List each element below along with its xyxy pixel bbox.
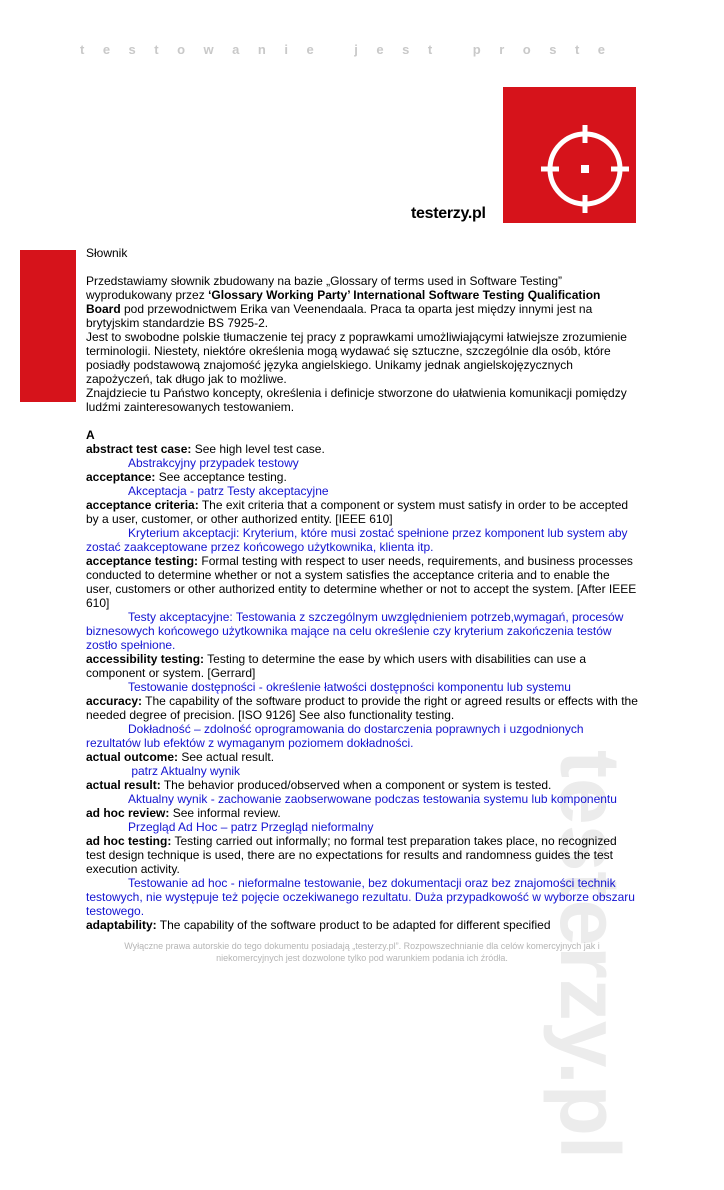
document-title: Słownik — [86, 246, 128, 260]
footer-copyright: Wyłączne prawa autorskie do tego dokumentu posiadają „testerzy.pl”. Rozpowszechnianie dla celów komercyjnych jak i niekomercyjnych jest dozwolone tylko pod warunkiem podania ich źródła. — [124, 941, 600, 963]
translation: Dokładność – zdolność oprogramowania do dostarczenia poprawnych i uzgodnionych rezultatów lub efektów z wymaganym poziomem dokładności. — [86, 722, 584, 750]
translation: Przegląd Ad Hoc – patrz Przegląd nieformalny — [128, 820, 374, 834]
glossary-entry: abstract test case: See high level test case. — [86, 442, 325, 456]
glossary-entry: actual outcome: See actual result. — [86, 750, 275, 764]
glossary-entry: acceptance testing: Formal testing with respect to user needs, requirements, and business processes conducted to determine whether or not a system satisfies the acceptance criteria and to enable the user, customers or other authorized entity to determine whether or not to accept the system. [After IEEE 610] — [86, 554, 637, 610]
glossary-entry: actual result: The behavior produced/observed when a component or system is tested. — [86, 778, 552, 792]
intro-paragraph-2: Jest to swobodne polskie tłumaczenie tej pracy z poprawkami umożliwiającymi łatwiejsze zrozumienie terminologii. Niestety, niektóre określenia mogą wydawać się sztuczne, szczególnie dla osób, które posiadły podstawową znajomość języka angielskiego. Unikamy jednak angielskojęzycznych zapożyczeń, tak długo jak to możliwe. — [86, 330, 627, 386]
glossary-entry: ad hoc testing: Testing carried out informally; no formal test preparation takes place, no recognized test design technique is used, there are no expectations for results and randomness guides the test execution activity. — [86, 834, 617, 876]
intro-paragraph-1: Przedstawiamy słownik zbudowany na bazie „Glossary of terms used in Software Testing” wyprodukowany przez ‘Glossary Working Party’ International Software Testing Qualification Board pod przewodnictwem Erika van Veenendaala. Praca ta oparta jest między innymi jest na brytyjskim standardzie BS 7925-2. — [86, 274, 601, 330]
intro-paragraph-3: Znajdziecie tu Państwo koncepty, określenia i definicje stworzone do ułatwienia komunikacji pomiędzy ludźmi zainteresowanych testowaniem. — [86, 386, 627, 414]
translation: Aktualny wynik - zachowanie zaobserwowane podczas testowania systemu lub komponentu — [128, 792, 617, 806]
logo-brand: testerzy.pl — [411, 205, 486, 222]
decorative-bar — [20, 250, 76, 402]
translation: Testy akceptacyjne: Testowania z szczególnym uwzględnieniem potrzeb,wymagań, procesów biznesowych końcowego użytkownika mające na celu określenie czy kryterium zakończenia testów zostło spełnione. — [86, 610, 624, 652]
watermark: testerzy.pl — [543, 750, 637, 1160]
logo-crosshair-icon — [503, 87, 636, 223]
section-letter: A — [86, 428, 95, 442]
translation: patrz Aktualny wynik — [128, 764, 241, 778]
translation: Abstrakcyjny przypadek testowy — [128, 456, 299, 470]
header-tagline: testowanie jest proste — [80, 42, 624, 57]
glossary-entry: accessibility testing: Testing to determine the ease by which users with disabilities can use a component or system. [Gerrard] — [86, 652, 587, 680]
glossary-entry: accuracy: The capability of the software product to provide the right or agreed results or effects with the needed degree of precision. [ISO 9126] See also functionality testing. — [86, 694, 638, 722]
translation: Testowanie ad hoc - nieformalne testowanie, bez dokumentacji oraz bez znajomości technik testowych, nie występuje też pojęcie oczekiwanego rezultatu. Duża przypadkowość w wyborze obszaru testowego. — [86, 876, 635, 918]
translation: Akceptacja - patrz Testy akceptacyjne — [128, 484, 329, 498]
glossary-entry: adaptability: The capability of the software product to be adapted for different specified — [86, 918, 551, 932]
translation: Kryterium akceptacji: Kryterium, które musi zostać spełnione przez komponent lub system aby zostać zaakceptowane przez końcowego użytkownika, klienta itp. — [86, 526, 628, 554]
glossary-entry: acceptance: See acceptance testing. — [86, 470, 287, 484]
glossary-entry: acceptance criteria: The exit criteria that a component or system must satisfy in order to be accepted by a user, customer, or other authorized entity. [IEEE 610] — [86, 498, 629, 526]
glossary-entry: ad hoc review: See informal review. — [86, 806, 281, 820]
translation: Testowanie dostępności - określenie łatwości dostępności komponentu lub systemu — [128, 680, 571, 694]
